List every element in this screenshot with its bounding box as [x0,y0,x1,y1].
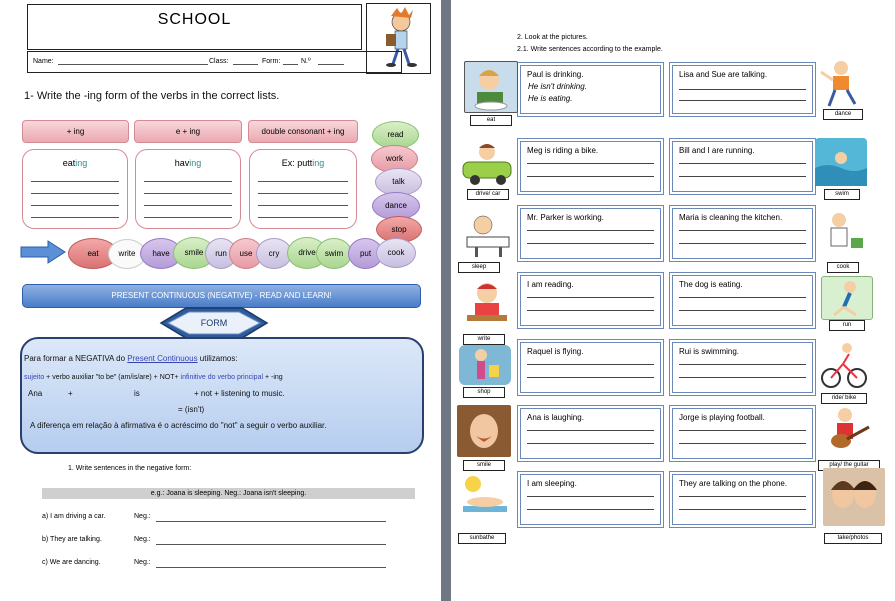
picture-taking-photos [823,468,885,526]
neg-item-a: a) I am driving a car. [42,513,106,520]
class-label: Class: [209,58,229,65]
verb-read: read [372,121,419,149]
verb-drive: drive [287,237,327,269]
caption-run: run [829,320,865,331]
caption-take-photos: take/photos [824,533,882,544]
exercise2-heading: 2. Look at the pictures. [517,34,588,41]
verb-talk: talk [375,168,422,196]
picture-guitar [819,405,873,457]
answer-line[interactable] [679,377,806,378]
grammar-rule-box [20,337,424,454]
form-label: Form: [262,58,281,65]
verb-cry: cry [256,238,292,269]
answer-line[interactable] [679,430,806,431]
sentence-box-raquel [517,339,664,396]
answer-line[interactable] [31,217,119,218]
sentence: The dog is eating. [679,280,743,289]
caption-drive-car: drive/ car [467,189,509,200]
sentence-box-rui [669,339,816,396]
sentence: Mr. Parker is working. [527,213,604,222]
answer-line[interactable] [679,89,806,90]
answer-line[interactable] [527,163,654,164]
sentence-box-parker [517,205,664,262]
answer-line[interactable] [679,364,806,365]
picture-cooking [815,208,867,258]
student-info-bar [27,51,402,73]
picture-running [821,276,873,320]
caption-shop: shop [463,387,505,398]
answer-line[interactable] [258,205,348,206]
page-title: SCHOOL [27,4,362,50]
sentence-box-ana [517,405,664,462]
verb-dance: dance [372,192,420,220]
sentence: Jorge is playing football. [679,413,765,422]
sentence-box-phone [669,471,816,528]
sentence-box-i-sleeping [517,471,664,528]
neg-answer-a[interactable] [156,521,386,522]
answer-line[interactable] [31,181,119,182]
caption-dance: dance [823,109,863,120]
number-label: N.º [301,58,311,65]
picture-sunbathing [457,472,511,524]
sentence: Rui is swimming. [679,347,740,356]
worksheet-page-right [451,0,895,601]
verb-put: put [348,238,383,269]
sentence: They are talking on the phone. [679,479,788,488]
answer-line[interactable] [679,310,806,311]
sentence-box-i-reading [517,272,664,329]
column-example: having [174,158,202,168]
answer-line[interactable] [527,243,654,244]
verb-swim: swim [316,238,352,269]
neg-item-b: b) They are talking. [42,536,102,543]
answer-line[interactable] [679,176,806,177]
sentence-box-lisa-sue [669,62,816,117]
answer-line[interactable] [144,193,232,194]
answer-line[interactable] [679,496,806,497]
picture-boy-eating [464,61,518,113]
rule-line-is: is [134,389,140,398]
picture-smiling-girl [457,405,511,457]
answer-line[interactable] [144,205,232,206]
example-negative: He isn't drinking. [528,82,587,91]
rule-line-plus: + [68,389,73,398]
example-sentence: e.g.: Joana is sleeping. Neg.: Joana isn't sleeping. [42,488,415,499]
name-field[interactable] [58,64,208,65]
column-e-ing [135,149,241,229]
picture-cycling [819,340,869,390]
answer-line[interactable] [258,181,348,182]
verb-run: run [205,238,237,269]
neg-answer-b[interactable] [156,544,386,545]
sentence: Meg is riding a bike. [527,146,599,155]
verb-write: write [108,239,146,269]
answer-line[interactable] [527,176,654,177]
neg-answer-c[interactable] [156,567,386,568]
verb-have: have [140,238,182,269]
answer-line[interactable] [679,230,806,231]
neg-label-c: Neg.: [134,559,151,566]
sentence: I am sleeping. [527,479,577,488]
sentence: Bill and I are running. [679,146,755,155]
neg-label-b: Neg.: [134,536,151,543]
rule-line-rest: + not + listening to music. [194,389,285,398]
answer-line[interactable] [527,377,654,378]
neg-item-c: c) We are dancing. [42,559,101,566]
answer-line[interactable] [679,100,806,101]
verb-work: work [371,145,418,173]
sentence-box-meg [517,138,664,195]
rule-line-ana: Ana [28,389,43,398]
rule-line-2: sujeito + verbo auxiliar "to be" (am/is/are) + NOT+ infinitive do verbo principal + -ing [24,374,283,381]
answer-line[interactable] [679,243,806,244]
verb-use: use [229,238,263,269]
caption-smile: smile [463,460,505,471]
answer-line[interactable] [527,509,654,510]
picture-sleeping-desk [461,207,513,257]
caption-swim: swim [824,189,860,200]
answer-line[interactable] [258,217,348,218]
answer-line[interactable] [679,443,806,444]
answer-line[interactable] [679,163,806,164]
form-badge [158,306,270,340]
column-header-double: double consonant + ing [248,120,358,143]
sentence: Ana is laughing. [527,413,584,422]
picture-swimming [815,138,867,186]
answer-line[interactable] [527,230,654,231]
section-banner: PRESENT CONTINUOUS (NEGATIVE) - READ AND LEARN! [22,284,421,308]
class-field[interactable] [233,64,258,65]
neg-label-a: Neg.: [134,513,151,520]
worksheet-page-left [0,0,441,601]
verb-cook: cook [376,238,416,268]
answer-line[interactable] [527,297,654,298]
picture-driving-car [459,138,515,188]
sentence-box-maria [669,205,816,262]
name-label: Name: [33,58,54,65]
answer-line[interactable] [527,443,654,444]
picture-shopping [459,345,511,385]
form-field[interactable] [283,64,298,65]
rule-line-difference: A diferença em relação à afirmativa é o acréscimo do "not" a seguir o verbo auxiliar. [30,421,327,430]
sentence: I am reading. [527,280,574,289]
example-positive: He is eating. [528,94,573,103]
verb-smile: smile [173,237,215,269]
picture-writing [461,279,513,329]
sentence: Maria is cleaning the kitchen. [679,213,783,222]
answer-line[interactable] [679,509,806,510]
exercise1-title: 1- Write the -ing form of the verbs in the correct lists. [24,90,280,102]
sentence: Paul is drinking. [527,70,584,79]
verb-stop: stop [376,216,422,243]
rule-line-isnt: = (isn't) [178,405,205,414]
sentence-box-dog [669,272,816,329]
column-header-ing: + ing [22,120,129,143]
answer-line[interactable] [144,217,232,218]
sentence-box-paul [517,62,664,117]
sentence: Raquel is flying. [527,347,584,356]
rule-line-1: Para formar a NEGATIVA do Present Continuous utilizamos: [24,354,238,363]
arrow-right-icon [20,239,66,265]
sentence-box-bill [669,138,816,195]
answer-line[interactable] [31,205,119,206]
number-field[interactable] [318,64,344,65]
caption-play-guitar: play/ the guitar [818,460,880,471]
answer-line[interactable] [258,193,348,194]
sentence: Lisa and Sue are talking. [679,70,768,79]
answer-line[interactable] [527,430,654,431]
exercise2-1-heading: 2.1. Write sentences according to the example. [517,46,663,53]
column-example: Ex: putting [281,158,325,168]
caption-cook: cook [827,262,859,273]
answer-line[interactable] [527,364,654,365]
answer-line[interactable] [31,193,119,194]
answer-line[interactable] [144,181,232,182]
caption-ride-bike: ride/ bike [821,393,867,404]
answer-line[interactable] [679,297,806,298]
column-double [249,149,357,229]
picture-dancing [815,58,867,108]
caption-sleep: sleep [458,262,500,273]
answer-line[interactable] [527,310,654,311]
form-label: FORM [200,318,228,328]
caption-sunbathe: sunbathe [458,533,506,544]
caption-write: write [463,334,505,345]
column-ing [22,149,128,229]
answer-line[interactable] [527,496,654,497]
verb-eat: eat [68,238,118,269]
caption-eat: eat [470,115,512,126]
sentence-box-jorge [669,405,816,462]
column-example: eating [62,158,88,168]
column-header-e-ing: e + ing [134,120,242,143]
exercise2-title: 1. Write sentences in the negative form: [68,465,192,472]
